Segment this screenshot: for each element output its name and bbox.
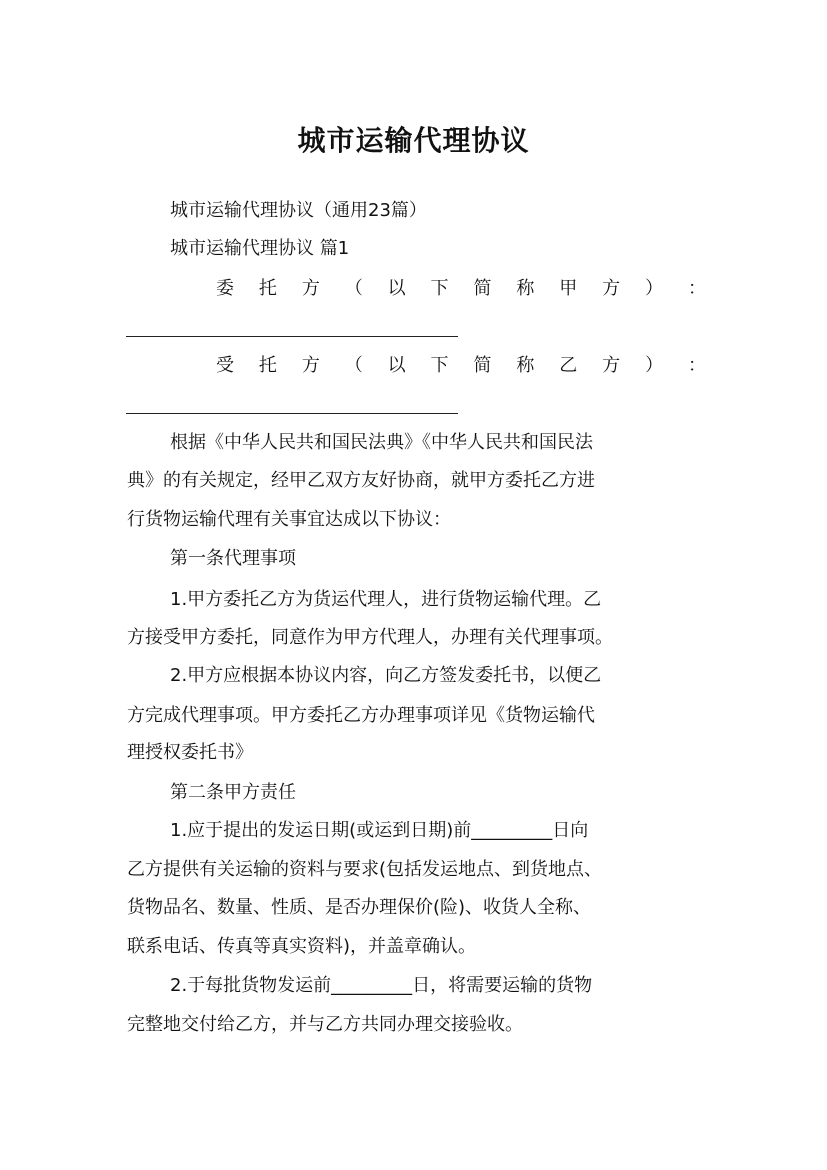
paragraph-line: 方完成代理事项。甲方委托乙方办理事项详见《货物运输代 xyxy=(127,705,595,726)
party-a-char: ） xyxy=(645,278,664,299)
party-a-char: 甲 xyxy=(559,278,578,299)
section-heading: 城市运输代理协议 篇1 xyxy=(170,238,350,259)
party-b-char: ： xyxy=(687,355,706,376)
party-b-char: 托 xyxy=(258,355,277,376)
paragraph-line: 1.应于提出的发运日期(或运到日期)前_________日向 xyxy=(170,820,589,841)
party-a-char: 简 xyxy=(473,278,492,299)
party-a-char: 以 xyxy=(387,278,406,299)
party-a-char: ： xyxy=(687,278,706,299)
party-b-char: ） xyxy=(645,355,664,376)
paragraph-line: 理授权委托书》 xyxy=(127,742,253,763)
paragraph-line: 根据《中华人民共和国民法典》《中华人民共和国民法 xyxy=(170,432,593,453)
party-a-char: 方 xyxy=(301,278,320,299)
paragraph-line: 乙方提供有关运输的资料与要求(包括发运地点、到货地点、 xyxy=(127,859,603,880)
party-a-signature-line xyxy=(126,336,458,337)
article-two-heading: 第二条甲方责任 xyxy=(170,782,296,803)
paragraph-line: 方接受甲方委托，同意作为甲方代理人，办理有关代理事项。 xyxy=(127,627,613,648)
party-a-char: 方 xyxy=(602,278,621,299)
party-b-char: 方 xyxy=(301,355,320,376)
paragraph-line: 行货物运输代理有关事宜达成以下协议： xyxy=(127,509,451,530)
party-b-char: 乙 xyxy=(559,355,578,376)
party-b-char: （ xyxy=(344,355,363,376)
party-b-char: 受 xyxy=(216,355,234,376)
article-one-heading: 第一条代理事项 xyxy=(170,548,296,569)
party-b-char: 简 xyxy=(473,355,492,376)
paragraph-line: 2.于每批货物发运前_________日，将需要运输的货物 xyxy=(170,975,593,996)
party-a-char: （ xyxy=(344,278,363,299)
party-b-char: 以 xyxy=(387,355,406,376)
party-a-label xyxy=(216,270,706,308)
party-b-char: 称 xyxy=(516,355,535,376)
party-a-char: 称 xyxy=(516,278,535,299)
party-a-char: 托 xyxy=(258,278,277,299)
party-b-char: 方 xyxy=(602,355,621,376)
paragraph-line: 联系电话、传真等真实资料)，并盖章确认。 xyxy=(127,936,477,957)
paragraph-line: 完整地交付给乙方，并与乙方共同办理交接验收。 xyxy=(127,1014,523,1035)
document-subtitle: 城市运输代理协议（通用23篇） xyxy=(170,200,427,221)
paragraph-line: 典》的有关规定，经甲乙双方友好协商，就甲方委托乙方进 xyxy=(127,470,595,491)
document-title: 城市运输代理协议 xyxy=(297,123,530,157)
party-b-signature-line xyxy=(126,413,458,414)
paragraph-line: 1.甲方委托乙方为货运代理人，进行货物运输代理。乙 xyxy=(170,589,602,610)
party-b-char: 下 xyxy=(430,355,449,376)
party-a-char: 下 xyxy=(430,278,449,299)
party-a-char: 委 xyxy=(216,278,234,299)
party-b-label xyxy=(216,347,706,385)
paragraph-line: 货物品名、数量、性质、是否办理保价(险)、收货人全称、 xyxy=(127,897,592,918)
paragraph-line: 2.甲方应根据本协议内容，向乙方签发委托书，以便乙 xyxy=(170,665,602,686)
